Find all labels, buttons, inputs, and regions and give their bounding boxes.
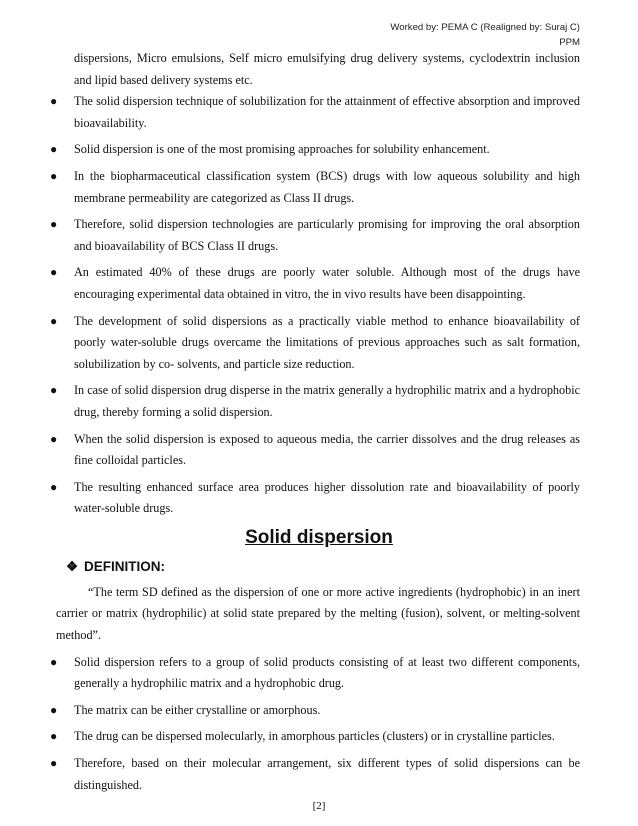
bullet-icon: ● <box>50 168 58 183</box>
definition-paragraph: “The term SD defined as the dispersion of one or more active ingredients (hydrophobic) in an inert carrier or matrix (hydrophilic) at solid state prepared by the melting (fusion), solvent, or melting-solvent method”. <box>56 584 580 643</box>
bullet-list-top <box>50 91 580 520</box>
bullet-icon: ● <box>50 702 58 717</box>
list-item-text: When the solid dispersion is exposed to aqueous media, the carrier dissolves and the drug releases as fine colloidal particles. <box>74 431 580 468</box>
list-item <box>50 166 580 209</box>
bullet-icon: ● <box>50 94 58 109</box>
bullet-icon: ● <box>50 729 58 744</box>
list-item-text: Solid dispersion is one of the most promising approaches for solubility enhancement. <box>74 142 490 157</box>
list-item-text: The solid dispersion technique of solubilization for the attainment of effective absorption and improved bioavailability. <box>74 94 580 130</box>
list-item <box>50 380 580 423</box>
continuation-paragraph: dispersions, Micro emulsions, Self micro emulsifying drug delivery systems, cyclodextrin inclusion and lipid based delivery systems etc. <box>74 51 580 87</box>
list-item <box>50 311 580 376</box>
page-header <box>320 20 580 50</box>
list-item <box>50 429 580 472</box>
list-item-text: Therefore, solid dispersion technologies are particularly promising for improving the oral absorption and bioavailability of BCS Class II drugs. <box>74 217 580 253</box>
list-item-text: Solid dispersion refers to a group of solid products consisting of at least two different components, generally a hydrophilic matrix and a hydrophobic drug. <box>74 654 580 691</box>
list-item-text: Therefore, based on their molecular arrangement, six different types of solid dispersions can be distinguished. <box>74 756 580 792</box>
bullet-icon: ● <box>50 756 58 771</box>
bullet-icon: ● <box>50 142 58 157</box>
diamond-bullet-icon: ❖ <box>66 558 79 574</box>
bullet-icon: ● <box>50 265 58 280</box>
list-item-text: In case of solid dispersion drug disperse in the matrix generally a hydrophilic matrix and a hydrophobic drug, thereby forming a solid dispersion. <box>74 383 580 419</box>
bullet-icon: ● <box>50 479 58 494</box>
list-item-text: The development of solid dispersions as a practically viable method to enhance bioavailability of poorly water-soluble drugs overcame the limitations of previous approaches such as salt formation, solubilization by co- solvents, and particle size reduction. <box>74 313 580 371</box>
list-item <box>50 262 580 305</box>
list-item-text: The drug can be dispersed molecularly, in amorphous particles (clusters) or in crystalline particles. <box>74 729 555 744</box>
page-body <box>50 48 580 801</box>
bullet-icon: ● <box>50 654 58 669</box>
header-org-line: PPM <box>559 37 580 48</box>
list-item <box>50 700 580 722</box>
list-item <box>50 753 580 796</box>
list-item-text: The resulting enhanced surface area produces higher dissolution rate and bioavailability of poorly water-soluble drugs. <box>74 479 580 516</box>
list-item <box>50 477 580 520</box>
list-item <box>50 91 580 134</box>
definition-label: DEFINITION: <box>84 558 165 574</box>
header-author-line: Worked by: PEMA C (Realigned by: Suraj C) <box>390 22 580 33</box>
bullet-icon: ● <box>50 383 58 398</box>
bullet-icon: ● <box>50 313 58 328</box>
section-heading: Solid dispersion <box>245 526 393 548</box>
bullet-list-bottom <box>50 652 580 797</box>
list-item-text: In the biopharmaceutical classification system (BCS) drugs with low aqueous solubility and high membrane permeability are categorized as Class II drugs. <box>74 168 580 205</box>
bullet-icon: ● <box>50 431 58 446</box>
list-item-text: An estimated 40% of these drugs are poorly water soluble. Although most of the drugs have encouraging experimental data obtained in vitro, the in vivo results have been disappointing. <box>74 265 580 301</box>
page-number: [2] <box>312 800 326 812</box>
definition-heading <box>66 556 580 578</box>
list-item-text: The matrix can be either crystalline or amorphous. <box>74 702 321 717</box>
list-item <box>50 139 580 161</box>
bullet-icon: ● <box>50 217 58 232</box>
list-item <box>50 652 580 695</box>
list-item <box>50 214 580 257</box>
list-item <box>50 726 580 748</box>
